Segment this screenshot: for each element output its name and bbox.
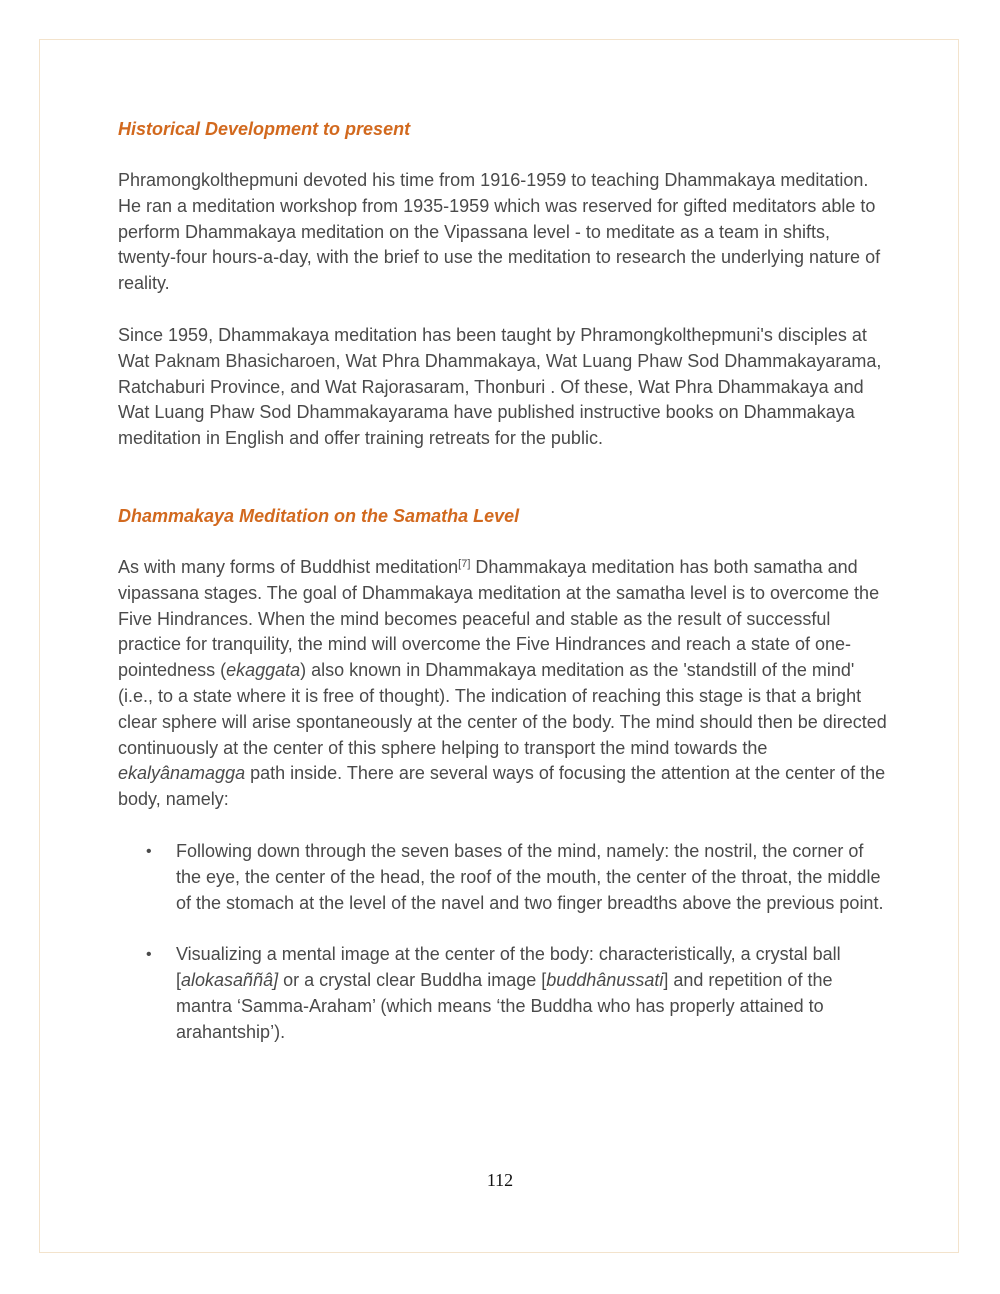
term-ekaggata: ekaggata	[226, 660, 301, 681]
term-alokasanna: alokasaññâ]	[181, 970, 279, 991]
list-item-text-part-a: Visualizing a mental image at the center of the body: characteristically, a crystal ball [	[176, 944, 841, 991]
term-ekalyanamagga: ekalyânamagga	[118, 763, 246, 784]
list-item-text: Following down through the seven bases of the mind, namely: the nostril, the corner of the eye, the center of the head, the roof of the mouth, the center of the throat, the middle of the stomach at the level of the navel and two finger breadths above the previous point.	[176, 840, 884, 913]
section-heading-historical-development: Historical Development to present	[118, 119, 411, 139]
bullet-icon: •	[146, 842, 152, 860]
list-item-text-part-c: ] and repetition of the mantra ‘Samma-Araham’ (which means ‘the Buddha who has properly attained to arahantship’).	[176, 970, 833, 1042]
paragraph-samatha	[118, 555, 888, 813]
paragraph-samatha-part-b: Dhammakaya meditation has both samatha and vipassana stages. The goal of Dhammakaya meditation at the samatha level is to overcome the Five Hindrances. When the mind becomes peaceful and stable as the result of successful practice for tranquility, the mind will overcome the Five Hindrances and reach a state of one-pointedness (	[118, 556, 880, 681]
paragraph-samatha-part-a: As with many forms of Buddhist meditation	[118, 556, 459, 577]
page-content	[118, 117, 888, 1046]
bullet-icon: •	[146, 946, 152, 964]
focus-methods-list	[118, 839, 888, 1046]
list-item-text-part-b: or a crystal clear Buddha image [	[278, 970, 547, 991]
term-buddhanussati: buddhânussati	[546, 970, 664, 991]
paragraph-historical-1: Phramongkolthepmuni devoted his time from 1916-1959 to teaching Dhammakaya meditation. He ran a meditation workshop from 1935-1959 which was reserved for gifted meditators able to perform Dhammakaya meditation on the Vipassana level - to meditate as a team in shifts, twenty-four hours-a-day, with the brief to use the meditation to research the underlying nature of reality.	[118, 170, 881, 294]
footnote-reference[interactable]: [7]	[458, 557, 471, 570]
paragraph-samatha-part-d: path inside. There are several ways of focusing the attention at the center of the body, namely:	[118, 763, 886, 810]
paragraph-historical-2: Since 1959, Dhammakaya meditation has been taught by Phramongkolthepmuni's disciples at Wat Paknam Bhasicharoen, Wat Phra Dhammakaya, Wat Luang Phaw Sod Dhammakayarama, Ratchaburi Province, and Wat Rajorasaram, Thonburi . Of these, Wat Phra Dhammakaya and Wat Luang Phaw Sod Dhammakayarama have published instructive books on Dhammakaya meditation in English and offer training retreats for the public.	[118, 324, 882, 449]
page-number: 112	[486, 1170, 514, 1190]
list-item-visualizing	[118, 942, 888, 1045]
list-item-seven-bases	[118, 839, 888, 916]
section-heading-samatha-level: Dhammakaya Meditation on the Samatha Level	[118, 505, 520, 526]
paragraph-samatha-part-c: ) also known in Dhammakaya meditation as the 'standstill of the mind' (i.e., to a state where it is free of thought). The indication of reaching this stage is that a bright clear sphere will arise spontaneously at the center of the body. The mind should then be directed continuously at the center of this sphere helping to transport the mind towards the	[118, 660, 887, 758]
